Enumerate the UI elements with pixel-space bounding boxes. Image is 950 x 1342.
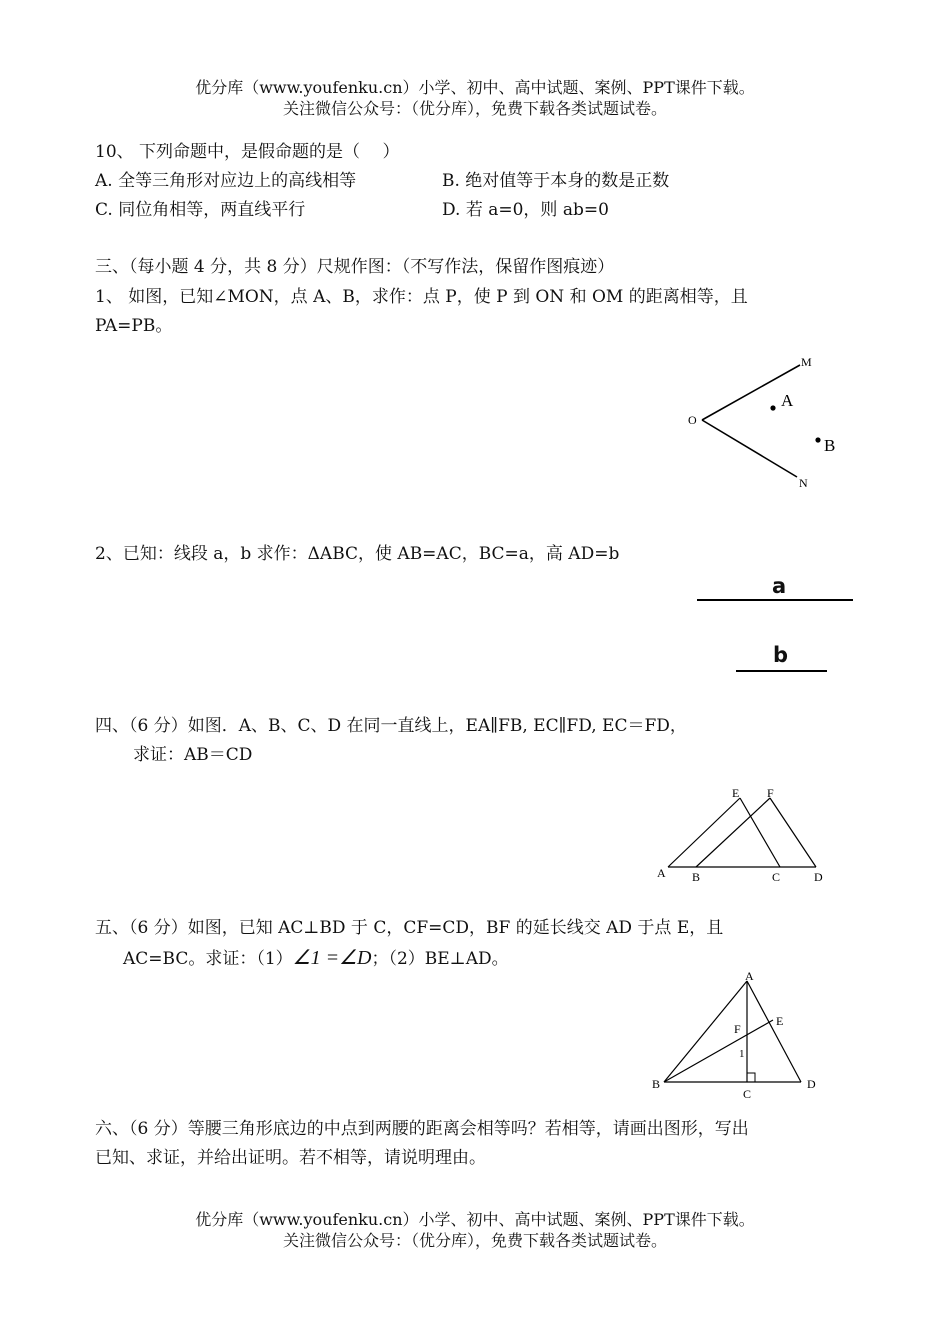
ray-on	[702, 420, 797, 477]
segment-fb	[696, 798, 770, 867]
q10-option-b: B. 绝对值等于本身的数是正数	[442, 171, 670, 191]
section6-line1: 六、（6 分）等腰三角形底边的中点到两腰的距离会相等吗？若相等，请画出图形，写出	[95, 1119, 749, 1139]
section3-heading: 三、（每小题 4 分，共 8 分）尺规作图：（不写作法，保留作图痕迹）	[95, 257, 615, 277]
label-d: D	[807, 1077, 816, 1091]
label-c: C	[772, 870, 781, 884]
section3-q2: 2、已知：线段 a，b 求作：ΔABC，使 AB=AC，BC=a，高 AD=b	[95, 544, 620, 564]
footer-line-2: 关注微信公众号：（优分库），免费下载各类试题试卷。	[282, 1231, 667, 1250]
label-o: O	[688, 413, 697, 427]
section3-q1-line1: 1、 如图，已知∠MON，点 A、B，求作：点 P，使 P 到 ON 和 OM 的距离相等，且	[95, 287, 748, 307]
q10-option-d: D. 若 a=0，则 ab=0	[442, 200, 609, 220]
q10-option-c: C. 同位角相等，两直线平行	[95, 200, 306, 220]
point-a-dot	[770, 405, 775, 410]
section3-q1-line2: PA=PB。	[95, 316, 173, 336]
segment-a	[697, 599, 853, 601]
label-a: A	[781, 391, 794, 410]
angle-equation: ∠1 =∠D	[292, 947, 372, 969]
right-triangle-figure	[645, 968, 825, 1103]
header-line-2: 关注微信公众号：（优分库），免费下载各类试题试卷。	[282, 99, 667, 118]
point-b-dot	[815, 437, 820, 442]
label-m: M	[801, 355, 812, 369]
segment-a-label: a	[772, 574, 787, 598]
label-f: F	[767, 786, 774, 800]
label-a: A	[657, 866, 666, 880]
segment-b-label: b	[773, 643, 789, 667]
label-e: E	[776, 1014, 784, 1028]
segment-be	[664, 1020, 773, 1082]
section5-line1: 五、（6 分）如图，已知 AC⊥BD 于 C，CF=CD，BF 的延长线交 AD 于点 E，且	[95, 918, 724, 938]
segment-ec	[740, 798, 780, 867]
section5-line2-prefix: AC=BC。求证：（1）	[123, 949, 293, 969]
label-c: C	[743, 1087, 752, 1101]
segment-ad	[747, 981, 801, 1082]
label-b: B	[652, 1077, 661, 1091]
segment-ea	[668, 798, 740, 867]
footer-line-1: 优分库（www.youfenku.cn）小学、初中、高中试题、案例、PPT课件下载。	[195, 1210, 755, 1229]
segment-fd	[770, 798, 816, 867]
label-1: 1	[739, 1048, 745, 1060]
label-b: B	[824, 436, 836, 455]
label-f: F	[734, 1022, 741, 1036]
q10-option-a: A. 全等三角形对应边上的高线相等	[95, 171, 357, 191]
angle-mon-figure	[685, 340, 855, 500]
label-a: A	[745, 969, 754, 983]
parallel-triangles-figure	[652, 782, 832, 887]
section5-line2-suffix: ；（2）BE⊥AD。	[371, 949, 509, 969]
label-d: D	[814, 870, 823, 884]
section4-line2: 求证：AB＝CD	[133, 745, 253, 765]
label-e: E	[732, 786, 740, 800]
section4-line1: 四、（6 分）如图．A、B、C、D 在同一直线上，EA∥FB, EC∥FD, EC＝FD，	[95, 716, 687, 736]
q10-stem: 10、 下列命题中，是假命题的是（ ）	[95, 142, 400, 162]
header-line-1: 优分库（www.youfenku.cn）小学、初中、高中试题、案例、PPT课件下载。	[195, 78, 755, 97]
segment-b	[736, 670, 827, 672]
label-b: B	[692, 870, 701, 884]
section5-line2	[123, 944, 509, 970]
right-angle-mark	[747, 1073, 755, 1082]
section6-line2: 已知、求证，并给出证明。若不相等，请说明理由。	[95, 1148, 486, 1168]
label-n: N	[799, 476, 808, 490]
